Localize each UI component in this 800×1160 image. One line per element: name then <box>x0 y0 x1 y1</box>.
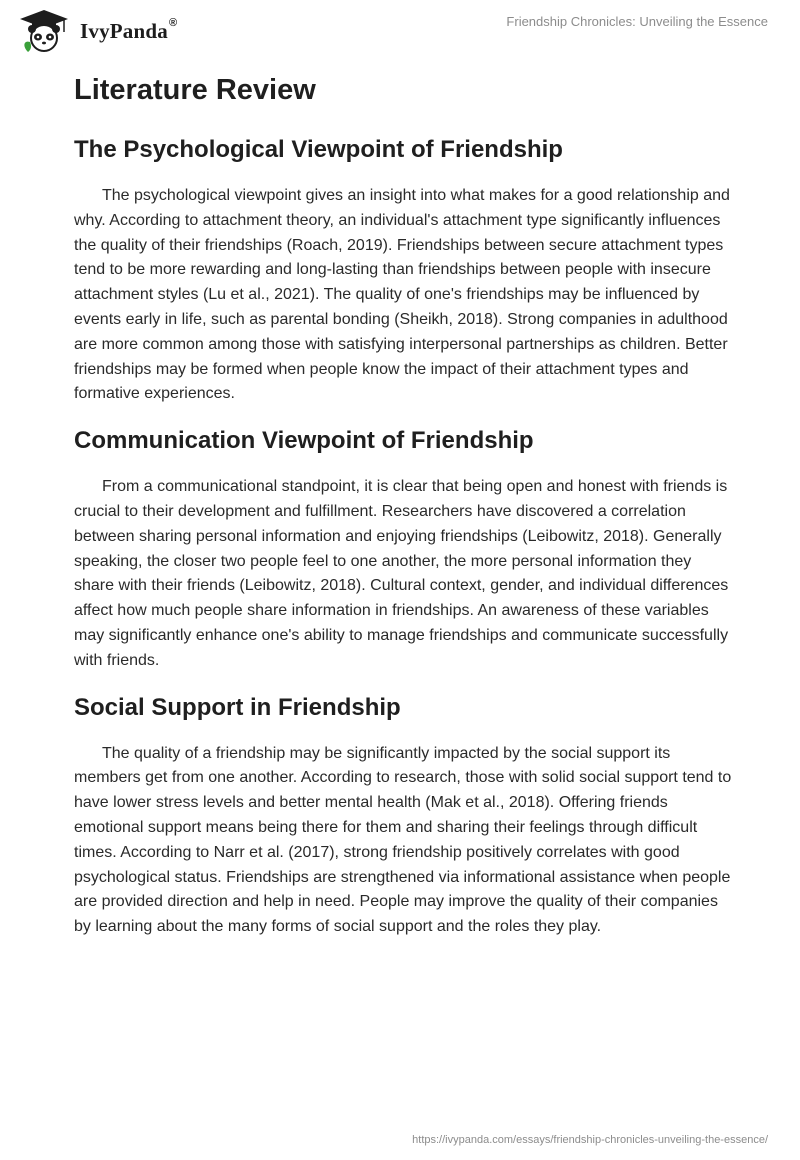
section-heading: Communication Viewpoint of Friendship <box>74 427 534 455</box>
source-url-link[interactable]: https://ivypanda.com/essays/friendship-chronicles-unveiling-the-essence/ <box>412 1134 768 1146</box>
logo-wordmark: IvyPanda® <box>80 16 178 43</box>
page-header <box>0 0 800 62</box>
document-body <box>74 70 734 958</box>
section-psychological <box>74 134 734 407</box>
section-communication <box>74 425 734 673</box>
panda-graduate-icon <box>14 8 74 54</box>
section-paragraph: From a communicational standpoint, it is clear that being open and honest with friends is crucial to their development and fulfillment. Researchers have discovered a correlation between sharing personal information and enjoying friendships (Leibowitz, 2018). Generally speaking, the closer two people feel to one another, the more personal information they share with their friends (Leibowitz, 2018). Cultural context, gender, and individual differences affect how much people share information in friendships. An awareness of these variables may significantly enhance one's ability to manage friendships and communicate successfully with friends. <box>74 478 729 669</box>
section-paragraph: The quality of a friendship may be significantly impacted by the social support its members get from one another. According to research, those with solid social support tend to have lower stress levels and better mental health (Mak et al., 2018). Offering friends emotional support means being there for them and sharing their feelings through difficult times. According to Narr et al. (2017), strong friendship positively correlates with good psychological status. Friendships are strengthened via informational assistance when people are provided direction and help in need. People may improve the quality of their companies by learning about the many forms of social support and the roles they play. <box>74 744 732 936</box>
section-heading: Social Support in Friendship <box>74 693 401 721</box>
page-title: Literature Review <box>74 74 316 106</box>
ivypanda-logo[interactable] <box>14 8 177 54</box>
section-paragraph: The psychological viewpoint gives an insight into what makes for a good relationship and why. According to attachment theory, an individual's attachment type significantly influences the quality of their friendships (Roach, 2019). Friendships between secure attachment types tend to be more rewarding and long-lasting than friendships between people with insecure attachment styles (Lu et al., 2021). The quality of one's friendships may be influenced by events early in life, such as parental bonding (Sheikh, 2018). Strong companies in adulthood are more common among those with satisfying interpersonal partnerships as children. Better friendships may be formed when people know the impact of their attachment types and formative experiences. <box>74 187 730 403</box>
document-header-title: Friendship Chronicles: Unveiling the Essence <box>506 14 768 29</box>
section-heading: The Psychological Viewpoint of Friendship <box>74 136 563 163</box>
section-social-support <box>74 692 734 940</box>
